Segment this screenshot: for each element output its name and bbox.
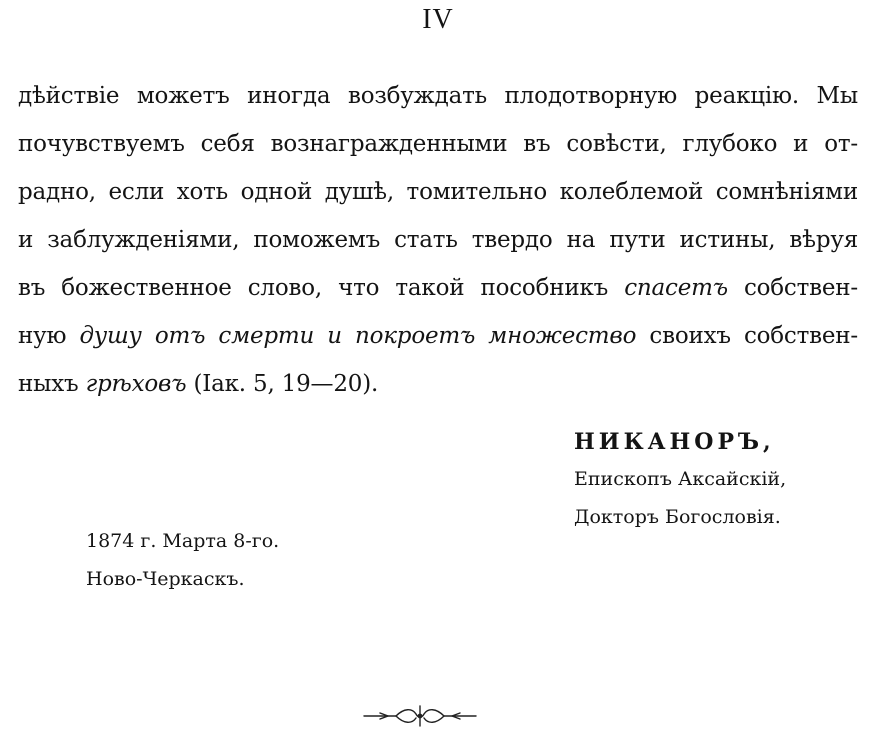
signature-name: НИКАНОРЪ, bbox=[574, 429, 775, 455]
signature-degree: Докторъ Богословія. bbox=[574, 506, 781, 528]
italic-text: спасетъ bbox=[624, 275, 728, 301]
text-line bbox=[18, 168, 858, 216]
text-segment: ныхъ bbox=[18, 371, 86, 397]
dateline-block bbox=[86, 522, 386, 598]
italic-text: душу отъ смерти и покроетъ множество bbox=[79, 323, 637, 349]
signature-block bbox=[574, 424, 864, 536]
text-line bbox=[18, 264, 858, 312]
text-segment: и заблужденіями, поможемъ стать твердо на пути истины, вѣруя bbox=[18, 227, 858, 253]
text-line bbox=[18, 216, 858, 264]
text-segment: почувствуемъ себя вознагражденными въ совѣсти, глубоко и от- bbox=[18, 131, 858, 157]
text-segment: въ божественное слово, что такой пособникъ bbox=[18, 275, 625, 301]
text-line bbox=[18, 360, 858, 408]
body-text bbox=[18, 72, 858, 408]
text-segment: (Іак. 5, 19—20). bbox=[186, 371, 379, 397]
text-segment: радно, если хоть одной душѣ, томительно колеблемой сомнѣніями bbox=[18, 179, 858, 205]
text-line bbox=[18, 312, 858, 360]
text-line bbox=[18, 120, 858, 168]
page-number: IV bbox=[422, 4, 454, 35]
text-segment: своихъ собствен- bbox=[636, 323, 858, 349]
ornament-divider-icon bbox=[360, 700, 480, 730]
dateline-place: Ново-Черкаскъ. bbox=[86, 568, 245, 590]
text-segment: дѣйствіе можетъ иногда возбуждать плодотворную реакцію. Мы bbox=[18, 83, 858, 109]
text-segment: собствен- bbox=[727, 275, 858, 301]
dateline-date: 1874 г. Марта 8-го. bbox=[86, 530, 280, 552]
italic-text: грѣховъ bbox=[85, 371, 187, 397]
signature-title: Епископъ Аксайскій, bbox=[574, 468, 787, 490]
text-line bbox=[18, 72, 858, 120]
text-segment: ную bbox=[18, 323, 80, 349]
